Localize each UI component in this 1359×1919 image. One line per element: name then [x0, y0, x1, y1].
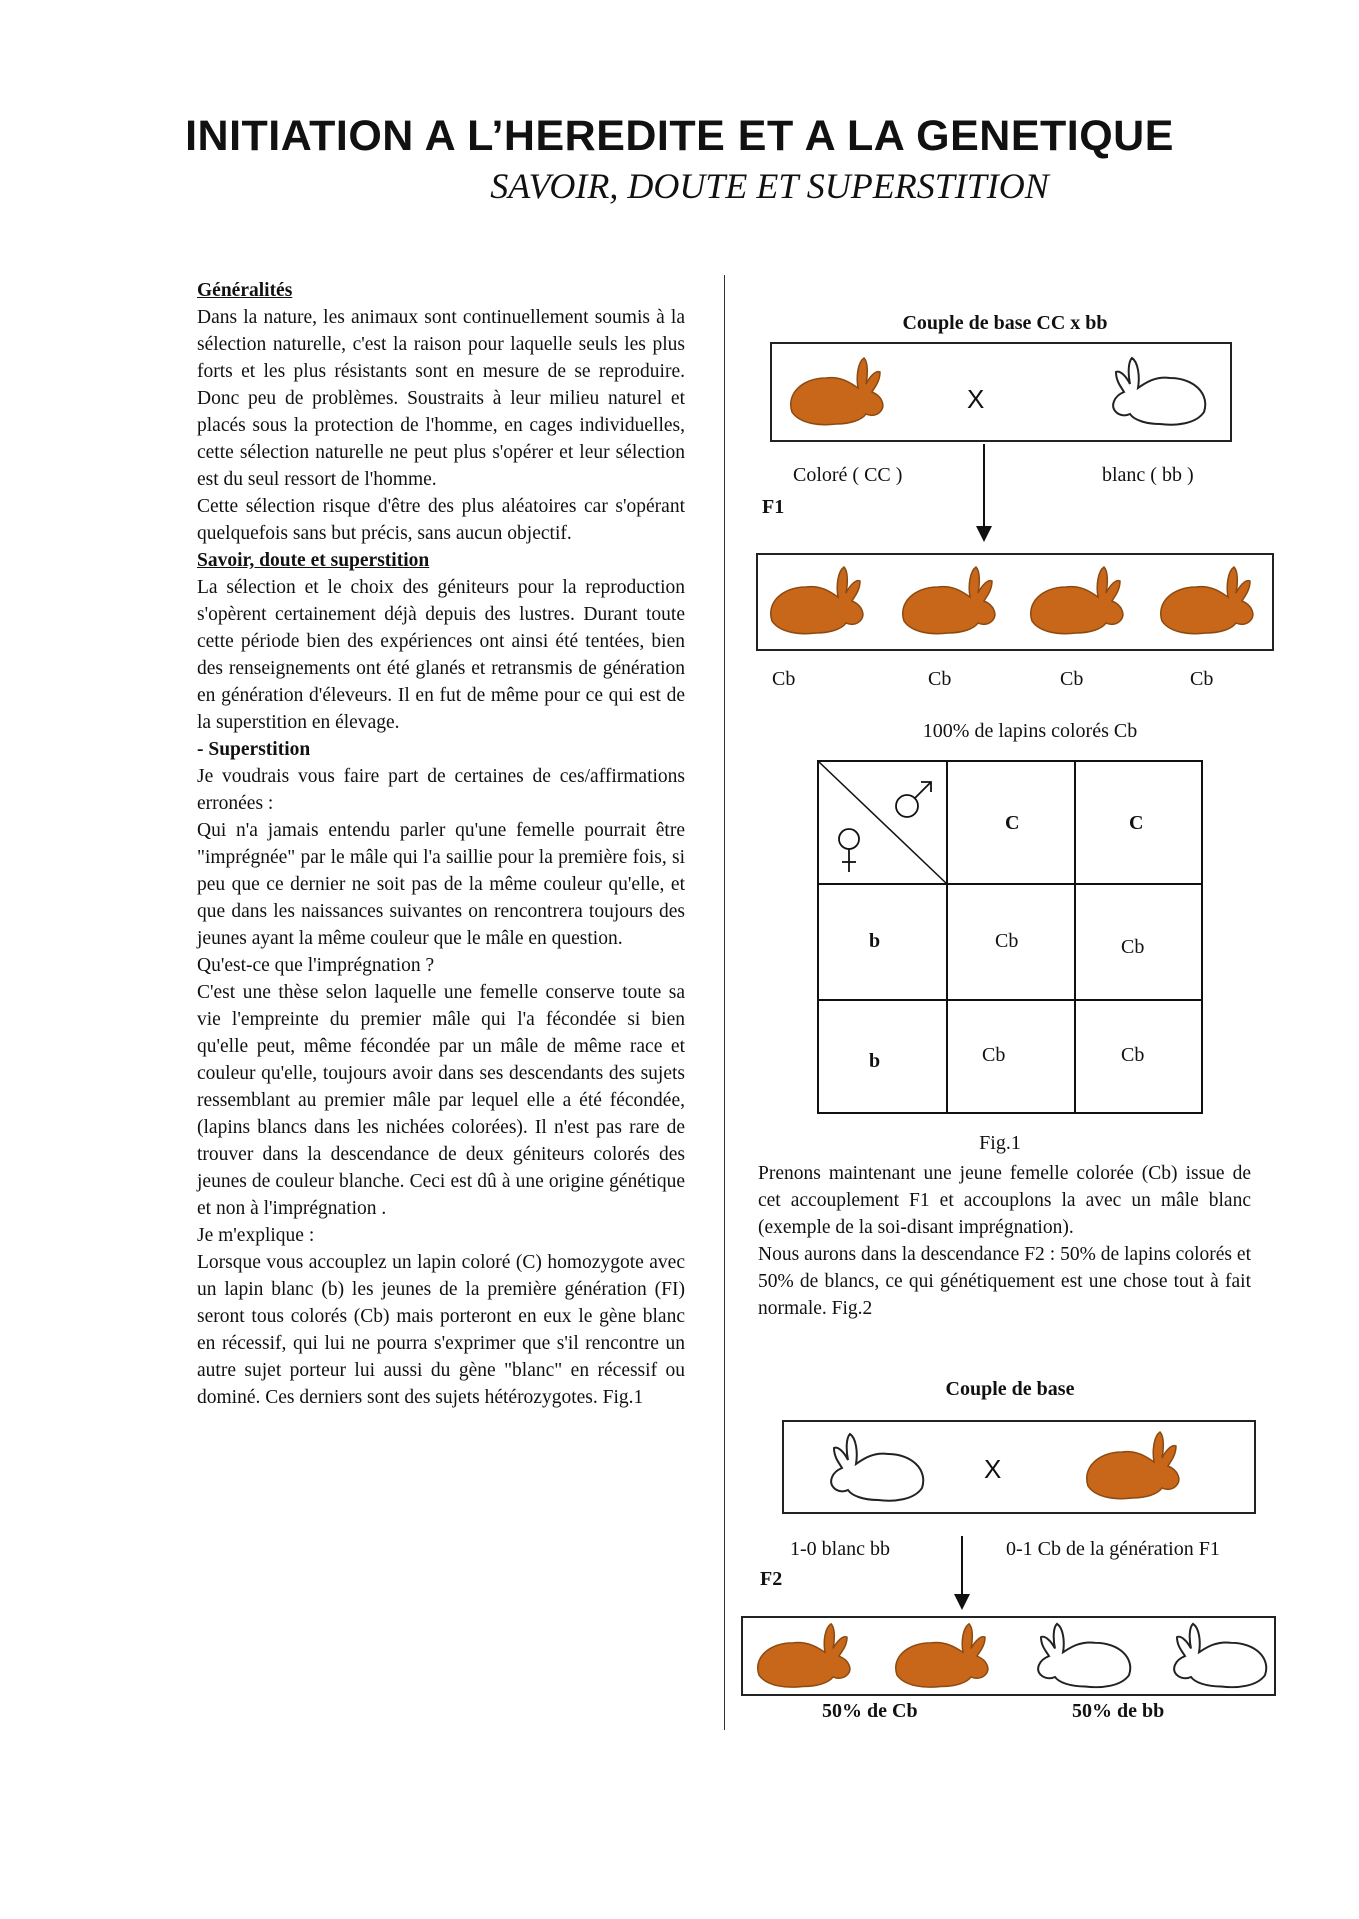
fig2-cross-symbol: X: [984, 1454, 1002, 1484]
fig1-arrow-icon: [972, 444, 996, 544]
fig2-result-white: 50% de bb: [1072, 1700, 1165, 1722]
fig1-parents-box: [770, 342, 1232, 442]
offspring-rabbit-icon: [1154, 563, 1264, 643]
offspring-genotype: Cb: [1190, 668, 1214, 690]
offspring-rabbit-icon: [764, 563, 874, 643]
heading-generalites: Généralités: [197, 280, 293, 301]
white-offspring-rabbit-icon: [1027, 1620, 1137, 1700]
fig1-cross-symbol: X: [967, 384, 985, 414]
male-allele: C: [1005, 812, 1020, 834]
offspring-rabbit-icon: [751, 1620, 861, 1700]
offspring-rabbit-icon: [1024, 563, 1134, 643]
paragraph-generalites: Dans la nature, les animaux sont continuellement soumis à la sélection naturelle, c'est la raison pour laquelle seuls les plus forts et les plus résistants sont en mesure de se reproduire. Donc peu de problèmes. Soustraits à leur milieu naturel et placés sous la protection de l'homme, en cages individuelles, cette sélection naturelle ne peut plus s'opérer et leur sélection est du seul ressort de l'homme.: [197, 307, 685, 490]
offspring-genotype: Cb: [928, 668, 952, 690]
male-symbol-icon: [893, 778, 937, 822]
colored-rabbit-icon: [784, 354, 894, 434]
page-subtitle: SAVOIR, DOUTE ET SUPERSTITION: [490, 166, 1049, 206]
fig1-generation-label: F1: [762, 496, 785, 518]
punnett-cell: Cb: [1121, 936, 1145, 958]
fig2-parents-box: [782, 1420, 1256, 1514]
paragraph-explique: Je m'explique :: [197, 1225, 315, 1246]
fig1-white-label: blanc ( bb ): [1102, 464, 1194, 486]
fig1-summary: 100% de lapins colorés Cb: [922, 720, 1138, 742]
punnett-square: [817, 760, 1203, 1114]
female-allele: b: [869, 930, 881, 952]
white-rabbit-icon: [820, 1430, 930, 1510]
paragraph-savoir: La sélection et le choix des géniteurs pour la reproduction s'opèrent certainement déjà depuis des lustres. Durant toute cette période bien des expériences ont ainsi été tentées, bien des renseignements ont été glanés et retransmis de génération en génération d'éleveurs. Il en fut de même pour ce qui est de la superstition en élevage.: [197, 577, 685, 733]
white-offspring-rabbit-icon: [1163, 1620, 1273, 1700]
fig1-colored-label: Coloré ( CC ): [793, 464, 903, 486]
fig2-result-colored: 50% de Cb: [822, 1700, 918, 1722]
heading-superstition: - Superstition: [197, 739, 311, 760]
fig1-offspring-box: [756, 553, 1274, 651]
male-allele: C: [1129, 812, 1144, 834]
column-divider: [724, 275, 725, 1730]
right-column-text: [758, 1160, 1251, 1322]
fig2-left-label: 1-0 blanc bb: [790, 1538, 890, 1560]
left-column: [197, 277, 685, 1411]
offspring-rabbit-icon: [889, 1620, 999, 1700]
fig1-heading: Couple de base CC x bb: [902, 312, 1108, 334]
colored-rabbit-icon: [1080, 1428, 1190, 1508]
female-allele: b: [869, 1050, 881, 1072]
fig2-offspring-box: [741, 1616, 1276, 1696]
paragraph-prenons: Prenons maintenant une jeune femelle colorée (Cb) issue de cet accouplement F1 et accouplons la avec un mâle blanc (exemple de la soi-disant imprégnation).: [758, 1163, 1251, 1238]
offspring-genotype: Cb: [772, 668, 796, 690]
punnett-cell: Cb: [1121, 1044, 1145, 1066]
paragraph-these: C'est une thèse selon laquelle une femelle conserve toute sa vie l'empreinte du premier mâle qui l'a fécondée si bien qu'elle peut, même fécondée par un mâle de même race et couleur qu'elle, toujours avoir dans ses descendants des sujets ressemblant au premier mâle par lequel elle a été fécondée, (lapins blancs dans les nichées colorées). Il n'est pas rare de trouver dans la descendance de deux géniteurs colorés des jeunes de couleur blanche. Ceci est dû à une origine génétique et non à l'imprégnation .: [197, 982, 685, 1219]
paragraph-heterozygotes: Lorsque vous accouplez un lapin coloré (C) homozygote avec un lapin blanc (b) les jeunes de la première génération (FI) seront tous colorés (Cb) mais porteront en eux le gène blanc en récessif, qui lui ne pourra s'exprimer que s'il rencontre un autre sujet porteur lui aussi du gène "blanc" en récessif ou dominé. Ces derniers sont des sujets hétérozygotes. Fig.1: [197, 1252, 685, 1408]
female-symbol-icon: [835, 826, 865, 878]
white-rabbit-icon: [1102, 354, 1212, 434]
offspring-rabbit-icon: [896, 563, 1006, 643]
paragraph-impregnee: Qui n'a jamais entendu parler qu'une femelle pourrait être "imprégnée" par le mâle qui l'a saillie pour la première fois, si peu que ce dernier ne soit pas de la même couleur qu'elle, et que dans les naissances suivantes on rencontrera toujours des jeunes ayant la même couleur que le mâle en question.: [197, 820, 685, 949]
offspring-genotype: Cb: [1060, 668, 1084, 690]
fig2-generation-label: F2: [760, 1568, 783, 1590]
heading-savoir: Savoir, doute et superstition: [197, 550, 430, 571]
paragraph-affirmations: Je voudrais vous faire part de certaines de ces/affirmations erronées :: [197, 766, 685, 814]
fig2-right-label: 0-1 Cb de la génération F1: [1006, 1538, 1220, 1560]
paragraph-question: Qu'est-ce que l'imprégnation ?: [197, 955, 435, 976]
fig2-heading: Couple de base: [945, 1378, 1075, 1400]
paragraph-selection: Cette sélection risque d'être des plus aléatoires car s'opérant quelquefois sans but précis, sans aucun objectif.: [197, 496, 685, 544]
punnett-cell: Cb: [995, 930, 1019, 952]
paragraph-descendance: Nous aurons dans la descendance F2 : 50% de lapins colorés et 50% de blancs, ce qui génétiquement est une chose tout à fait normale. Fig.2: [758, 1244, 1251, 1319]
punnett-cell: Cb: [982, 1044, 1006, 1066]
fig1-caption: Fig.1: [979, 1132, 1021, 1154]
page-title: INITIATION A L’HEREDITE ET A LA GENETIQUE: [185, 112, 1174, 160]
fig2-arrow-icon: [950, 1536, 974, 1616]
